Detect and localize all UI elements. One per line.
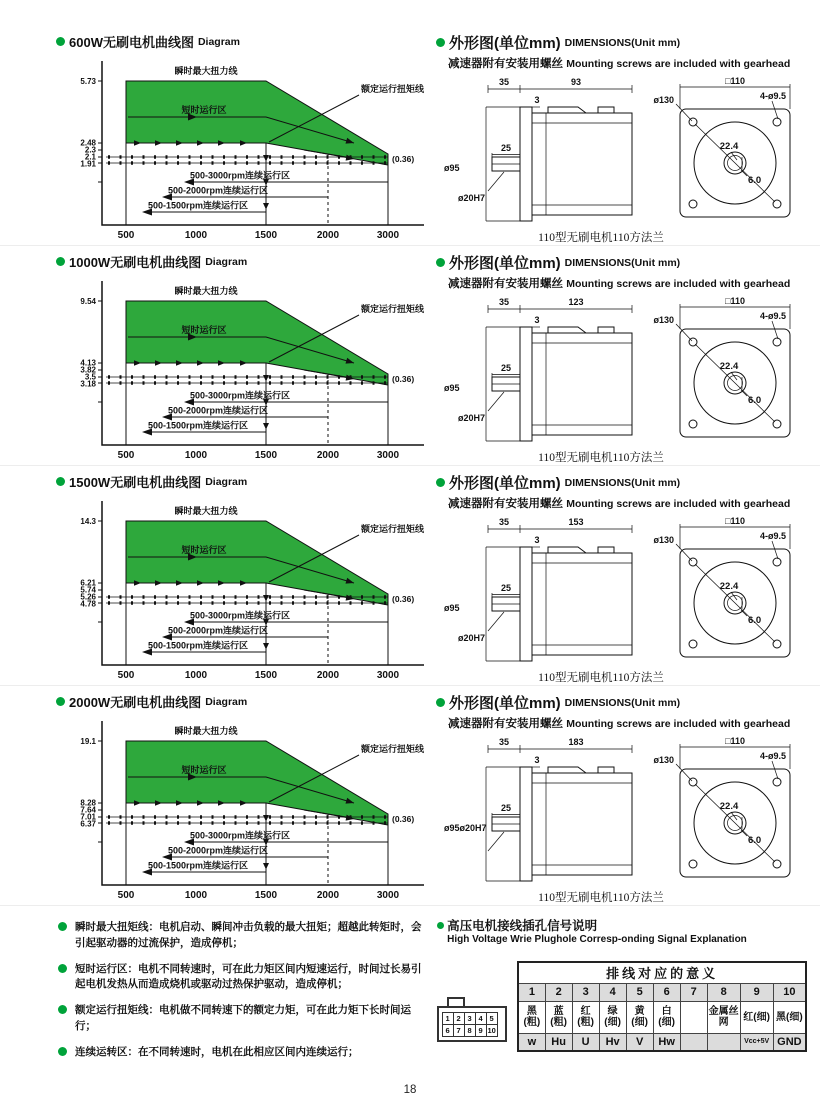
dim-square-flange: □110 — [725, 296, 745, 306]
wire-color-cell: 金属丝网 — [707, 1001, 740, 1033]
dim-keyway: 22.4 — [719, 801, 739, 812]
x-tick-1500: 1500 — [254, 230, 278, 241]
bullet-icon — [58, 1047, 67, 1056]
dim-step: 3 — [534, 315, 540, 325]
zone-2000-label: 500-2000rpm连续运行区 — [168, 625, 269, 636]
wire-color-cell: 蓝(粗) — [545, 1001, 572, 1033]
y-tick-r1: 8.28 — [80, 798, 96, 808]
bullet-icon — [436, 698, 445, 707]
bullet-icon — [56, 697, 65, 706]
pin-number-cell: 10 — [773, 983, 806, 1001]
dim-square-flange: □110 — [725, 516, 745, 526]
dim-gearhead-length: 35 — [498, 517, 510, 527]
drawing-caption: 110型无刷电机110方法兰 — [538, 232, 664, 244]
dimension-drawing — [436, 73, 816, 229]
wire-color-cell: 白(细) — [653, 1001, 680, 1033]
y-tick-r1: 2.48 — [80, 138, 96, 148]
y-tick-r4: 3.18 — [80, 379, 96, 389]
chart-title — [56, 472, 434, 491]
connector-pin: 2 — [453, 1012, 465, 1025]
signal-name-cell — [680, 1033, 707, 1051]
drawing-caption: 110型无刷电机110方法兰 — [538, 892, 664, 904]
dim-shaft-length: 25 — [500, 583, 512, 593]
x-tick-3000: 3000 — [376, 230, 400, 241]
wire-color-cell — [680, 1001, 707, 1033]
max-torque-line-label: 瞬时最大扭力线 — [174, 286, 238, 296]
y-tick-r4: 6.37 — [80, 819, 96, 829]
dim-pilot-diameter: ø95 — [444, 603, 460, 613]
y-tick-r1: 6.21 — [80, 578, 96, 588]
wiring-title-en: High Voltage Wrie Plughole Corresp-onding Signal Explanation — [447, 934, 747, 945]
signal-name-cell: GND — [773, 1033, 806, 1051]
x-tick-3000: 3000 — [376, 670, 400, 681]
y-tick-max: 19.1 — [80, 737, 96, 746]
x-tick-1000: 1000 — [184, 230, 208, 241]
operating-region — [126, 521, 388, 605]
dimensions-section — [434, 26, 818, 245]
pin-number-cell: 9 — [740, 983, 773, 1001]
wire-color-cell: 黄(细) — [626, 1001, 653, 1033]
x-tick-3000: 3000 — [376, 450, 400, 461]
connector-tab — [447, 997, 465, 1006]
dimensions-title-cn: 外形图(单位mm) — [449, 475, 561, 492]
bullet-icon — [58, 1005, 67, 1014]
product-row — [0, 26, 820, 246]
dimension-drawing — [436, 733, 816, 889]
end-value-label: (0.36) — [392, 594, 415, 604]
signal-name-cell: Vcc+5V — [740, 1033, 773, 1051]
footer-section — [0, 916, 820, 1070]
wiring-title-cn: 高压电机接线插孔信号说明 — [447, 919, 598, 933]
dim-pilot-diameter: ø95 — [444, 383, 460, 393]
connector-pin: 8 — [464, 1024, 476, 1037]
torque-speed-chart — [56, 271, 428, 469]
signal-table — [517, 961, 807, 1052]
zone-2000-label: 500-2000rpm连续运行区 — [168, 185, 269, 196]
bullet-icon — [58, 964, 67, 973]
zone-1500-label: 500-1500rpm连续运行区 — [148, 200, 249, 211]
short-zone-label: 短时运行区 — [181, 765, 227, 775]
zone-1500-label: 500-1500rpm连续运行区 — [148, 860, 249, 871]
torque-speed-chart — [56, 711, 428, 909]
chart-title-cn: 1500W无刷电机曲线图 — [69, 475, 202, 490]
dimensions-subtitle — [448, 715, 818, 731]
dim-shaft-diameter: ø20H7 — [458, 413, 486, 423]
wiring-section — [437, 916, 820, 1070]
dimensions-title — [436, 692, 818, 713]
short-zone-label: 短时运行区 — [181, 105, 227, 115]
y-tick-r2: 7.64 — [80, 805, 96, 815]
note-text: 连续运转区：在不同转速时，电机在此相应区间内连续运行； — [75, 1045, 359, 1058]
dim-shaft-length: 25 — [500, 803, 512, 813]
x-tick-1000: 1000 — [184, 450, 208, 461]
dim-square-flange: □110 — [725, 736, 745, 746]
x-tick-2000: 2000 — [316, 230, 340, 241]
rated-torque-line-label: 额定运行扭矩线 — [360, 304, 424, 314]
signal-name-cell — [707, 1033, 740, 1051]
product-row — [0, 686, 820, 906]
connector-pin: 5 — [486, 1012, 498, 1025]
dim-shaft-diameter: ø20H7 — [458, 633, 486, 643]
dimensions-title-en: DIMENSIONS(Unit mm) — [564, 696, 681, 709]
connector-pin: 3 — [464, 1012, 476, 1025]
dimensions-subtitle-en: Mounting screws are included with gearhead — [566, 498, 791, 510]
dim-pilot-diameter: ø95ø20H7 — [444, 823, 487, 833]
x-tick-500: 500 — [117, 450, 135, 461]
y-tick-r3: 7.01 — [80, 812, 96, 822]
dimensions-subtitle — [448, 495, 818, 511]
dim-body-length: 153 — [568, 517, 584, 527]
signal-name-cell: Hv — [599, 1033, 626, 1051]
dim-mounting-holes: 4-ø9.5 — [760, 91, 787, 101]
product-row — [0, 466, 820, 686]
dimensions-subtitle-cn: 减速器附有安装用螺丝 — [448, 718, 563, 730]
dimensions-subtitle-cn: 减速器附有安装用螺丝 — [448, 278, 563, 290]
chart-title-cn: 2000W无刷电机曲线图 — [69, 695, 202, 710]
dim-body-length: 123 — [568, 297, 584, 307]
pin-number-cell: 1 — [518, 983, 545, 1001]
y-tick-max: 9.54 — [80, 297, 96, 306]
x-tick-2000: 2000 — [316, 890, 340, 901]
dim-shaft-length: 25 — [500, 143, 512, 153]
y-tick-max: 14.3 — [80, 517, 96, 526]
dim-mounting-holes: 4-ø9.5 — [760, 751, 787, 761]
signal-name-cell: w — [518, 1033, 545, 1051]
zone-1500-label: 500-1500rpm连续运行区 — [148, 640, 249, 651]
dimensions-section — [434, 686, 818, 905]
dim-bolt-circle: ø130 — [653, 95, 674, 105]
product-row — [0, 246, 820, 466]
chart-section — [56, 686, 434, 905]
chart-title — [56, 32, 434, 51]
chart-section — [56, 466, 434, 685]
connector-icon — [437, 997, 507, 1042]
signal-name-cell: Hw — [653, 1033, 680, 1051]
connector-pin: 9 — [475, 1024, 487, 1037]
dimensions-title-en: DIMENSIONS(Unit mm) — [564, 476, 681, 489]
short-zone-label: 短时运行区 — [181, 545, 227, 555]
dimension-drawing — [436, 513, 816, 669]
dimensions-subtitle-en: Mounting screws are included with gearhead — [566, 58, 791, 70]
signal-name-cell: V — [626, 1033, 653, 1051]
pin-number-cell: 4 — [599, 983, 626, 1001]
wire-color-cell: 红(细) — [740, 1001, 773, 1033]
note-item — [58, 1045, 429, 1061]
zone-3000-label: 500-3000rpm连续运行区 — [190, 170, 291, 181]
note-item — [58, 1003, 429, 1035]
dimensions-subtitle-en: Mounting screws are included with gearhead — [566, 718, 791, 730]
operating-region — [126, 741, 388, 825]
y-tick-r2: 3.82 — [80, 365, 96, 375]
connector-shell — [437, 1006, 507, 1042]
bullet-icon — [56, 477, 65, 486]
dim-pilot-diameter: ø95 — [444, 163, 460, 173]
short-zone-label: 短时运行区 — [181, 325, 227, 335]
drawing-caption: 110型无刷电机110方法兰 — [538, 452, 664, 464]
x-tick-1500: 1500 — [254, 890, 278, 901]
y-tick-r4: 1.91 — [80, 159, 96, 169]
x-tick-2000: 2000 — [316, 450, 340, 461]
zone-2000-label: 500-2000rpm连续运行区 — [168, 845, 269, 856]
bullet-icon — [436, 38, 445, 47]
dimensions-title — [436, 472, 818, 493]
dim-gearhead-length: 35 — [498, 737, 510, 747]
torque-speed-chart — [56, 51, 428, 249]
zone-1500-label: 500-1500rpm连续运行区 — [148, 420, 249, 431]
x-tick-2000: 2000 — [316, 670, 340, 681]
wire-color-cell: 绿(细) — [599, 1001, 626, 1033]
dim-bolt-circle: ø130 — [653, 315, 674, 325]
dimensions-section — [434, 466, 818, 685]
signal-name-cell: U — [572, 1033, 599, 1051]
dim-key-width: 6.0 — [748, 175, 762, 186]
dim-square-flange: □110 — [725, 76, 745, 86]
dim-shaft-length: 25 — [500, 363, 512, 373]
dimensions-subtitle-cn: 减速器附有安装用螺丝 — [448, 498, 563, 510]
dim-key-width: 6.0 — [748, 835, 762, 846]
x-tick-500: 500 — [117, 890, 135, 901]
connector-pin: 4 — [475, 1012, 487, 1025]
pin-number-cell: 3 — [572, 983, 599, 1001]
dimensions-subtitle-en: Mounting screws are included with gearhead — [566, 278, 791, 290]
dim-gearhead-length: 35 — [498, 77, 510, 87]
chart-title-en: Diagram — [197, 35, 240, 48]
dim-step: 3 — [534, 755, 540, 765]
connector-pin: 7 — [453, 1024, 465, 1037]
y-tick-max: 5.73 — [80, 77, 96, 86]
max-torque-line-label: 瞬时最大扭力线 — [174, 506, 238, 516]
dim-step: 3 — [534, 535, 540, 545]
y-tick-r4: 4.78 — [80, 599, 96, 609]
dim-shaft-diameter: ø20H7 — [458, 193, 486, 203]
x-tick-500: 500 — [117, 230, 135, 241]
wiring-title — [437, 916, 820, 934]
dimensions-title-cn: 外形图(单位mm) — [449, 695, 561, 712]
chart-title-cn: 1000W无刷电机曲线图 — [69, 255, 202, 270]
rated-torque-line-label: 额定运行扭矩线 — [360, 84, 424, 94]
rated-torque-line-label: 额定运行扭矩线 — [360, 744, 424, 754]
y-tick-r1: 4.13 — [80, 358, 96, 368]
connector-pin: 6 — [442, 1024, 454, 1037]
dimensions-subtitle — [448, 55, 818, 71]
dimensions-title-cn: 外形图(单位mm) — [449, 255, 561, 272]
dim-step: 3 — [534, 95, 540, 105]
max-torque-line-label: 瞬时最大扭力线 — [174, 66, 238, 76]
chart-title — [56, 692, 434, 711]
dimensions-subtitle — [448, 275, 818, 291]
chart-title-cn: 600W无刷电机曲线图 — [69, 35, 194, 50]
pin-number-cell: 5 — [626, 983, 653, 1001]
note-text: 额定运行扭矩线：电机做不同转速下的额定力矩，可在此力矩下长时间运行； — [75, 1004, 411, 1032]
pin-number-cell: 7 — [680, 983, 707, 1001]
dim-body-length: 93 — [570, 77, 582, 87]
dim-body-length: 183 — [568, 737, 584, 747]
drawing-caption: 110型无刷电机110方法兰 — [538, 672, 664, 684]
dim-bolt-circle: ø130 — [653, 535, 674, 545]
signal-table-caption: 排线对应的意义 — [518, 962, 806, 983]
connector-pin: 1 — [442, 1012, 454, 1025]
zone-3000-label: 500-3000rpm连续运行区 — [190, 390, 291, 401]
wire-color-cell: 黑(细) — [773, 1001, 806, 1033]
y-tick-r3: 5.26 — [80, 592, 96, 602]
dimensions-title-en: DIMENSIONS(Unit mm) — [564, 36, 681, 49]
end-value-label: (0.36) — [392, 814, 415, 824]
bullet-icon — [56, 257, 65, 266]
x-tick-3000: 3000 — [376, 890, 400, 901]
max-torque-line-label: 瞬时最大扭力线 — [174, 726, 238, 736]
rated-torque-line-label: 额定运行扭矩线 — [360, 524, 424, 534]
zone-3000-label: 500-3000rpm连续运行区 — [190, 610, 291, 621]
dim-key-width: 6.0 — [748, 395, 762, 406]
note-text: 短时运行区：电机不同转速时，可在此力矩区间内短速运行，时间过长易引起电机发热从而造成烧机或驱动过热保护驱动，造成停机； — [75, 962, 422, 991]
note-item — [58, 920, 429, 952]
zone-3000-label: 500-3000rpm连续运行区 — [190, 830, 291, 841]
notes-list — [58, 916, 429, 1070]
note-text: 瞬时最大扭矩线：电机启动、瞬间冲击负载的最大扭矩；超越此转矩时，会引起驱动器的过流保护，造成停机； — [75, 921, 422, 949]
operating-region — [126, 81, 388, 165]
y-tick-r2: 5.74 — [80, 585, 96, 595]
connector-pin: 10 — [487, 1025, 496, 1035]
y-tick-r3: 2.1 — [84, 152, 96, 162]
chart-title-en: Diagram — [205, 255, 248, 268]
x-tick-1000: 1000 — [184, 670, 208, 681]
dim-gearhead-length: 35 — [498, 297, 510, 307]
dim-key-width: 6.0 — [748, 615, 762, 626]
bullet-icon — [436, 478, 445, 487]
dimensions-subtitle-cn: 减速器附有安装用螺丝 — [448, 58, 563, 70]
dimensions-section — [434, 246, 818, 465]
dimensions-title — [436, 32, 818, 53]
end-value-label: (0.36) — [392, 374, 415, 384]
pin-number-cell: 2 — [545, 983, 572, 1001]
note-item — [58, 962, 429, 994]
chart-section — [56, 26, 434, 245]
bullet-icon — [56, 37, 65, 46]
dimension-drawing — [436, 293, 816, 449]
y-tick-r2: 2.3 — [84, 145, 96, 155]
dimensions-title-cn: 外形图(单位mm) — [449, 35, 561, 52]
bullet-icon — [58, 922, 67, 931]
dim-mounting-holes: 4-ø9.5 — [760, 531, 787, 541]
zone-2000-label: 500-2000rpm连续运行区 — [168, 405, 269, 416]
signal-name-cell: Hu — [545, 1033, 572, 1051]
y-tick-r3: 3.5 — [84, 372, 96, 382]
page-number: 18 — [403, 1084, 417, 1097]
chart-section — [56, 246, 434, 465]
operating-region — [126, 301, 388, 385]
x-tick-500: 500 — [117, 670, 135, 681]
chart-title-en: Diagram — [205, 695, 248, 708]
chart-title-en: Diagram — [205, 475, 248, 488]
dimensions-title-en: DIMENSIONS(Unit mm) — [564, 256, 681, 269]
dim-keyway: 22.4 — [719, 141, 739, 152]
dim-bolt-circle: ø130 — [653, 755, 674, 765]
x-tick-1500: 1500 — [254, 670, 278, 681]
bullet-icon — [437, 922, 444, 929]
dim-keyway: 22.4 — [719, 581, 739, 592]
wire-color-cell: 黑(粗) — [518, 1001, 545, 1033]
torque-speed-chart — [56, 491, 428, 689]
pin-number-cell: 8 — [707, 983, 740, 1001]
wire-color-cell: 红(粗) — [572, 1001, 599, 1033]
chart-title — [56, 252, 434, 271]
pin-number-cell: 6 — [653, 983, 680, 1001]
dim-mounting-holes: 4-ø9.5 — [760, 311, 787, 321]
x-tick-1000: 1000 — [184, 890, 208, 901]
end-value-label: (0.36) — [392, 154, 415, 164]
dim-keyway: 22.4 — [719, 361, 739, 372]
dimensions-title — [436, 252, 818, 273]
x-tick-1500: 1500 — [254, 450, 278, 461]
bullet-icon — [436, 258, 445, 267]
